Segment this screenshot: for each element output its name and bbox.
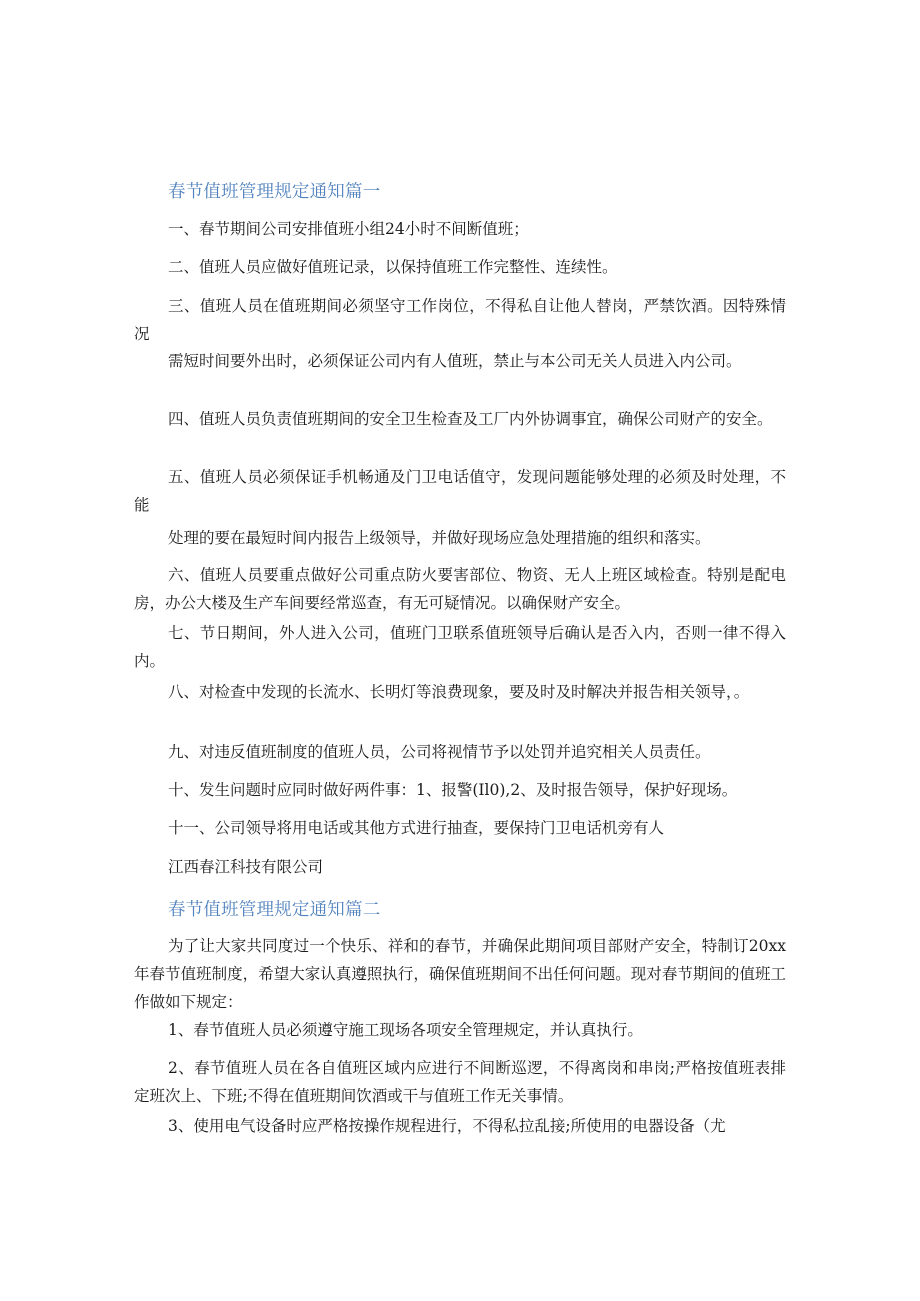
paragraph: 五、值班人员必须保证手机畅通及门卫电话值守，发现问题能够处理的必须及时处理，不能 bbox=[134, 468, 786, 514]
paragraph: 2、春节值班人员在各自值班区域内应进行不间断巡逻，不得离岗和串岗;严格按值班表排定班次上、下班;不得在值班期间饮酒或干与值班工作无关事情。 bbox=[134, 1059, 786, 1105]
section-heading-2: 春节值班管理规定通知篇二 bbox=[168, 900, 381, 920]
paragraph: 3、使用电气设备时应严格按操作规程进行，不得私拉乱接;所使用的电器设备（尤 bbox=[168, 1117, 726, 1135]
paragraph: 处理的要在最短时间内报告上级领导，并做好现场应急处理措施的组织和落实。 bbox=[168, 529, 711, 547]
paragraph: 六、值班人员要重点做好公司重点防火要害部位、物资、无人上班区域检查。特别是配电房，办公大楼及生产车间要经常巡查，有无可疑情况。以确保财产安全。 bbox=[134, 566, 786, 612]
paragraph: 七、节日期间，外人进入公司，值班门卫联系值班领导后确认是否入内，否则一律不得入内。 bbox=[134, 624, 786, 670]
paragraph: 九、对违反值班制度的值班人员，公司将视情节予以处罚并追究相关人员责任。 bbox=[168, 743, 711, 761]
paragraph: 三、值班人员在值班期间必须坚守工作岗位，不得私自让他人替岗，严禁饮酒。因特殊情况 bbox=[134, 297, 786, 343]
paragraph: 一、春节期间公司安排值班小组24小时不间断值班； bbox=[168, 220, 529, 238]
paragraph: 十、发生问题时应同时做好两件事：1、报警(Il0),2、及时报告领导，保护好现场。 bbox=[168, 781, 738, 799]
paragraph: 1、春节值班人员必须遵守施工现场各项安全管理规定，并认真执行。 bbox=[168, 1021, 643, 1039]
section-heading-1: 春节值班管理规定通知篇一 bbox=[168, 182, 381, 202]
company-name: 江西春江科技有限公司 bbox=[168, 858, 324, 876]
paragraph: 为了让大家共同度过一个快乐、祥和的春节，并确保此期间项目部财产安全，特制订20xx年春节值班制度，希望大家认真遵照执行，确保值班期间不出任何问题。现对春节期间的值班工作做如下规定： bbox=[134, 937, 786, 1011]
paragraph: 需短时间要外出时，必须保证公司内有人值班，禁止与本公司无关人员进入内公司。 bbox=[168, 352, 742, 370]
paragraph: 四、值班人员负责值班期间的安全卫生检查及工厂内外协调事宜，确保公司财产的安全。 bbox=[168, 410, 773, 428]
paragraph: 二、值班人员应做好值班记录，以保持值班工作完整性、连续性。 bbox=[168, 258, 618, 276]
paragraph: 八、对检查中发现的长流水、长明灯等浪费现象，要及时及时解决并报告相关领导，。 bbox=[168, 683, 750, 701]
paragraph: 十一、公司领导将用电话或其他方式进行抽查，要保持门卫电话机旁有人 bbox=[168, 819, 665, 837]
